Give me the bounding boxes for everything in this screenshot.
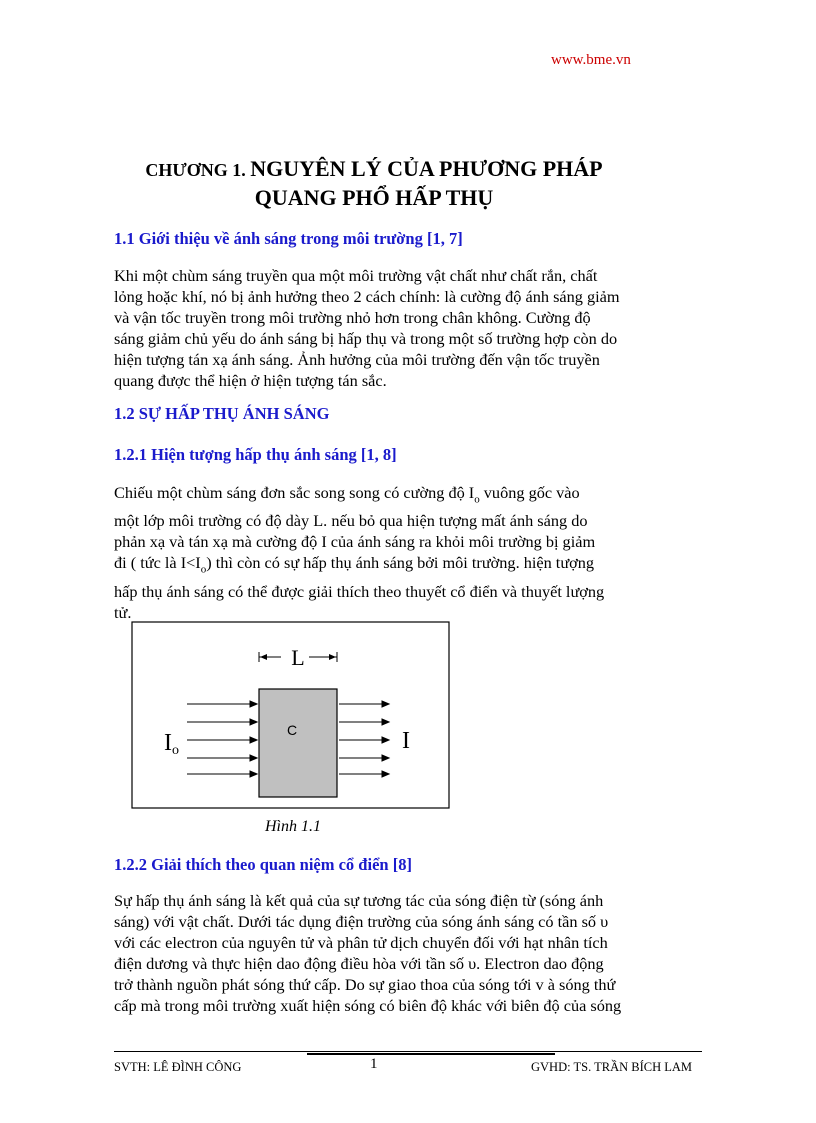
footer-advisor: GVHD: TS. TRẦN BÍCH LAM [531,1060,693,1074]
section-1-2-heading: 1.2 SỰ HẤP THỤ ÁNH SÁNG [114,404,330,423]
paragraph-line: và vận tốc truyền trong môi trường nhỏ hơn trong chân không. Cường độ [114,308,591,327]
absorbing-medium [259,689,337,797]
footer-student: SVTH: LÊ ĐÌNH CÔNG [114,1060,242,1074]
absorption-figure [131,621,451,816]
paragraph-line: phản xạ và tán xạ mà cường độ I của ánh sáng ra khỏi môi trường bị giảm [114,532,596,552]
chapter-title-line1: NGUYÊN LÝ CỦA PHƯƠNG PHÁP [250,156,603,181]
paragraph-line: một lớp môi trường có độ dày L. nếu bỏ qua hiện tượng mất ánh sáng do [114,511,588,531]
footer-divider [114,1051,702,1052]
page-number: 1 [370,1056,378,1072]
section-1-2-2-heading: 1.2.2 Giải thích theo quan niệm cổ điển [8] [114,855,412,874]
transmitted-intensity-label: I [402,728,410,754]
header-url[interactable]: www.bme.vn [551,52,631,68]
incident-intensity-label: Io [164,730,179,758]
chapter-prefix: CHƯƠNG 1. [145,160,251,180]
absorption-diagram [131,621,451,811]
paragraph-line: hiện tượng tán xạ ánh sáng. Ảnh hưởng của môi trường đến vận tốc truyền [114,350,600,369]
paragraph-line: Khi một chùm sáng truyền qua một môi trường vật chất như chất rắn, chất [114,266,598,285]
section-1-2-1-heading: 1.2.1 Hiện tượng hấp thụ ánh sáng [1, 8] [114,445,397,464]
figure-caption: Hình 1.1 [265,818,321,835]
paragraph-line: Sự hấp thụ ánh sáng là kết quả của sự tương tác của sóng điện từ (sóng ánh [114,891,604,910]
paragraph-line: trở thành nguồn phát sóng thứ cấp. Do sự giao thoa của sóng tới v à sóng thứ [114,975,616,994]
paragraph-line: với các electron của nguyên tử và phân tử dịch chuyển đối với hạt nhân tích [114,933,608,952]
section-1-2-2-paragraph [114,890,654,1016]
section-1-2-1-paragraph [114,482,654,623]
paragraph-line: sáng) với vật chất. Dưới tác dụng điện trường của sóng ánh sáng có tần số υ [114,912,609,931]
chapter-title-line2: QUANG PHỔ HẤP THỤ [254,185,494,210]
paragraph-line: cấp mà trong môi trường xuất hiện sóng có biên độ khác với biên độ của sóng [114,996,622,1015]
paragraph-line: sáng giảm chủ yếu do ánh sáng bị hấp thụ và trong một số trường hợp còn do [114,329,618,348]
section-1-1-paragraph [114,265,654,391]
chapter-title [100,155,648,212]
section-1-1-heading: 1.1 Giới thiệu về ánh sáng trong môi trường [1, 7] [114,229,463,248]
paragraph-line: lỏng hoặc khí, nó bị ảnh hưởng theo 2 cách chính: là cường độ ánh sáng giảm [114,287,620,306]
medium-label: C [286,722,298,738]
length-label: L [291,645,305,670]
paragraph-line: Chiếu một chùm sáng đơn sắc song song có cường độ $I_o$ vuông gốc vào [114,483,580,506]
paragraph-line: hấp thụ ánh sáng có thể được giải thích theo thuyết cổ điển và thuyết lượng [114,581,605,601]
paragraph-line: quang được thể hiện ở hiện tượng tán sắc. [114,371,387,390]
footer-divider-thick [307,1053,555,1055]
paragraph-line: đi ( tức là $I<I_o$) thì còn có sự hấp thụ ánh sáng bởi môi trường. hiện tượng [114,553,595,576]
paragraph-line: điện dương và thực hiện dao động điều hòa với tần số υ. Electron dao động [114,954,604,973]
paragraph-line: tử. [114,602,132,622]
